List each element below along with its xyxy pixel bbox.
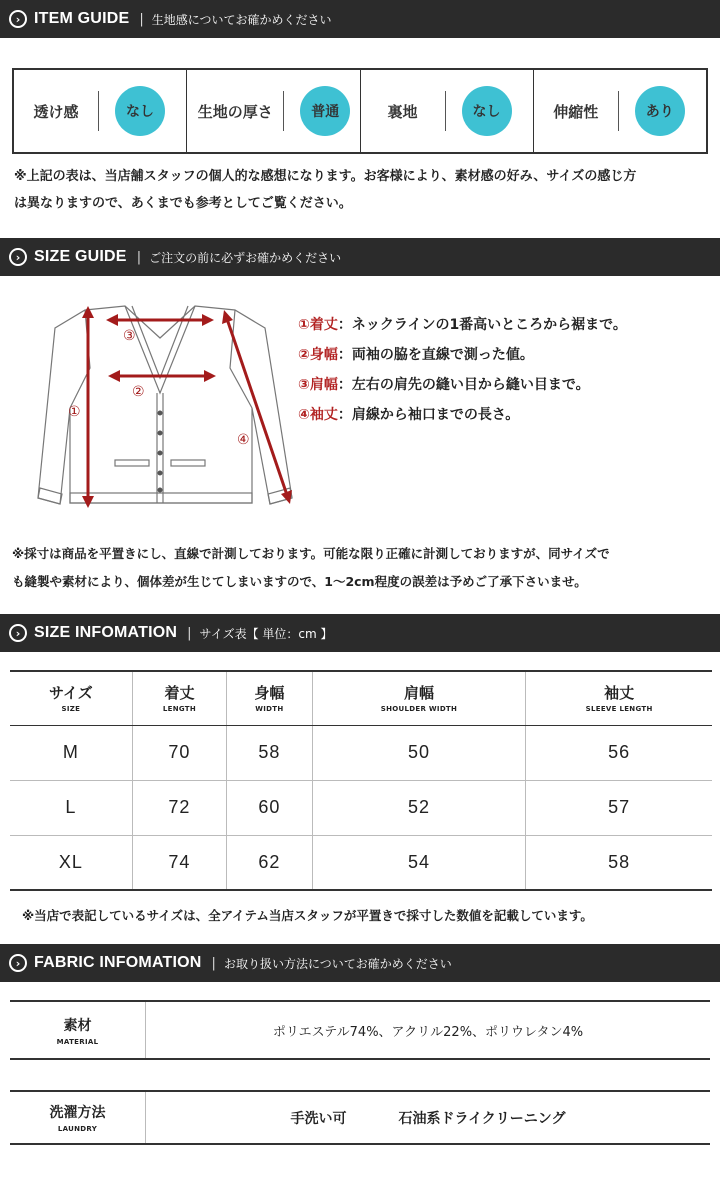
divider (283, 91, 284, 131)
guide-label: 伸縮性 (553, 102, 599, 121)
material-value: ポリエステル74%、アクリル22%、ポリウレタン4% (272, 1024, 584, 1040)
table-cell: 50 (312, 725, 526, 780)
header-size: サイズ SIZE (10, 671, 132, 725)
measure-desc: ：ネックラインの1番高いところから裾まで。 (337, 317, 627, 333)
divider: | (187, 625, 192, 641)
table-cell: 60 (227, 780, 313, 835)
guide-label: 生地の厚さ (197, 102, 273, 121)
guide-cell-sheer (14, 70, 187, 152)
diagram-label-4: ④ (237, 432, 250, 448)
diagram-label-1: ① (68, 404, 81, 420)
table-cell: 54 (312, 835, 526, 890)
measure-desc: ：左右の肩先の縫い目から縫い目まで。 (337, 377, 590, 393)
table-cell: XL (10, 835, 132, 890)
measure-desc: ：両袖の脇を直線で測った値。 (337, 347, 534, 363)
table-cell: M (10, 725, 132, 780)
measure-num: ③肩幅 (298, 377, 338, 393)
measure-num: ④袖丈 (298, 407, 338, 423)
divider (98, 91, 99, 131)
header-shoulder: 肩幅 SHOULDER WIDTH (312, 671, 526, 725)
fabric-material-row (10, 1000, 710, 1060)
guide-badge: なし (462, 86, 512, 136)
size-guide-header (0, 238, 720, 276)
guide-cell-thickness (187, 70, 360, 152)
measure-item (298, 340, 627, 370)
measure-num: ①着丈 (298, 317, 338, 333)
measure-item (298, 400, 627, 430)
section-title: SIZE GUIDE (34, 248, 127, 265)
section-subtitle: 生地感についてお確かめください (151, 12, 332, 27)
table-row (10, 780, 712, 835)
material-label: 素材 (63, 1017, 92, 1034)
note-line: は異なりますので、あくまでも参考としてご覧ください。 (14, 196, 352, 211)
table-cell: 70 (132, 725, 226, 780)
laundry-label-en: LAUNDRY (57, 1125, 98, 1133)
section-subtitle: サイズ表【 単位：cm 】 (199, 626, 333, 641)
size-info-header (0, 614, 720, 652)
fabric-laundry-head (10, 1092, 146, 1143)
guide-badge: あり (635, 86, 685, 136)
section-title: FABRIC INFOMATION (34, 954, 202, 971)
size-info-note: ※当店で表記しているサイズは、全アイテム当店スタッフが平置きで採寸した数値を記載しています。 (22, 908, 593, 923)
fabric-laundry-row (10, 1090, 710, 1145)
measure-desc: ：肩線から袖口までの長さ。 (337, 407, 520, 423)
guide-badge: 普通 (300, 86, 350, 136)
table-cell: 72 (132, 780, 226, 835)
cardigan-diagram (30, 298, 300, 518)
chevron-right-icon: › (9, 10, 27, 28)
fabric-material-head (10, 1002, 146, 1058)
divider: | (136, 249, 142, 265)
chevron-right-icon: › (9, 954, 27, 972)
chevron-right-icon: › (9, 624, 27, 642)
guide-cell-lining (361, 70, 534, 152)
note-line: も縫製や素材により、個体差が生じてしまいますので、1〜2cm程度の誤差は予めご了承下さいませ。 (12, 574, 587, 589)
fabric-info-header (0, 944, 720, 982)
section-title: ITEM GUIDE (34, 10, 130, 27)
diagram-label-3: ③ (123, 328, 136, 344)
item-guide-note (14, 163, 710, 217)
table-cell: L (10, 780, 132, 835)
divider (445, 91, 446, 131)
laundry-label: 洗濯方法 (49, 1105, 106, 1121)
divider (618, 91, 619, 131)
note-line: ※上記の表は、当店舗スタッフの個人的な感想になります。お客様により、素材感の好み、サイズの感じ方 (14, 169, 637, 184)
table-cell: 74 (132, 835, 226, 890)
laundry-value-dryclean: 石油系ドライクリーニング (398, 1110, 566, 1127)
table-cell: 58 (227, 725, 313, 780)
guide-badge: なし (115, 86, 165, 136)
header-length: 着丈 LENGTH (132, 671, 226, 725)
header-sleeve: 袖丈 SLEEVE LENGTH (526, 671, 712, 725)
laundry-values (146, 1092, 710, 1143)
size-table (10, 670, 712, 891)
chevron-right-icon: › (9, 248, 27, 266)
section-title: SIZE INFOMATION (34, 624, 178, 641)
table-cell: 52 (312, 780, 526, 835)
table-cell: 58 (526, 835, 712, 890)
note-line: ※採寸は商品を平置きにし、直線で計測しております。可能な限り正確に計測しておりますが、同サイズで (12, 546, 610, 561)
material-label-en: MATERIAL (56, 1037, 99, 1046)
section-subtitle: ご注文の前に必ずお確かめください (149, 250, 342, 265)
table-cell: 57 (526, 780, 712, 835)
table-cell: 62 (227, 835, 313, 890)
table-cell: 56 (526, 725, 712, 780)
item-guide-header (0, 0, 720, 38)
divider: | (139, 11, 144, 27)
diagram-label-2: ② (132, 384, 145, 400)
item-guide-table (12, 68, 708, 154)
measure-list (298, 310, 627, 430)
guide-label: 透け感 (33, 102, 79, 121)
measure-num: ②身幅 (298, 347, 338, 363)
guide-label: 裏地 (387, 102, 418, 121)
table-row (10, 725, 712, 780)
table-row (10, 835, 712, 890)
size-guide-note (12, 540, 708, 596)
measure-item (298, 310, 627, 340)
guide-cell-stretch (534, 70, 706, 152)
laundry-value-handwash: 手洗い可 (290, 1110, 347, 1127)
section-subtitle: お取り扱い方法についてお確かめください (223, 956, 452, 971)
measure-item (298, 370, 627, 400)
header-width: 身幅 WIDTH (227, 671, 313, 725)
table-header-row (10, 671, 712, 725)
divider: | (211, 955, 216, 971)
